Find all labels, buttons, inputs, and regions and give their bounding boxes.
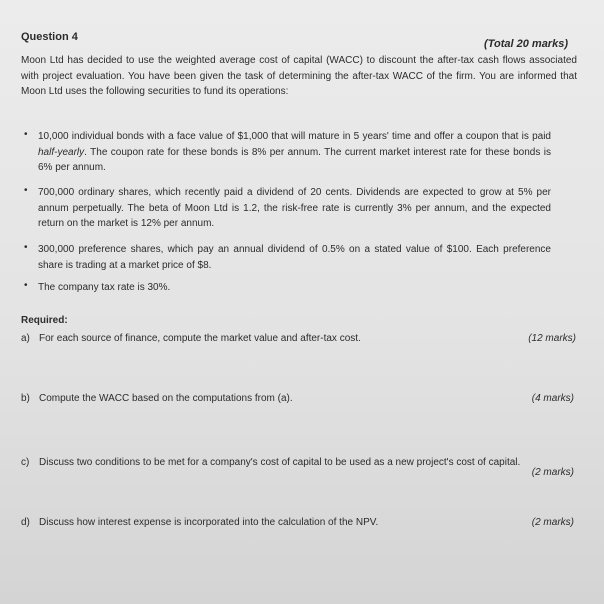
bullet-ordinary-shares: 700,000 ordinary shares, which recently paid a dividend of 20 cents. Dividends are expected to grow at 5% per annum perpetually. The beta of Moon Ltd is 1.2, the risk-free rate is currently 3% per annum, and the expected return on the market is 12% per annum. <box>38 187 551 229</box>
part-c-marks: (2 marks) <box>531 467 574 478</box>
bullet-bonds-text: 10,000 individual bonds with a face value of $1,000 that will mature in 5 years' time and offer a coupon that is paid <box>38 131 551 142</box>
part-c-label: c) <box>21 457 30 468</box>
bullet-tax-rate: The company tax rate is 30%. <box>38 282 171 293</box>
bullet-bonds <box>38 129 551 176</box>
bullet-bonds-text-end: . The coupon rate for these bonds is 8% per annum. The current market interest rate for these bonds is 6% per annum. <box>38 146 551 173</box>
part-d-label: d) <box>21 517 30 528</box>
intro-paragraph: Moon Ltd has decided to use the weighted average cost of capital (WACC) to discount the after-tax cash flows associated with project evaluation. You have been given the task of determining the after-tax WACC of the firm. You are informed that Moon Ltd uses the following securities to fund its operations: <box>21 55 577 97</box>
bullet-bonds-italic: half-yearly <box>38 146 85 158</box>
bullet-dot: • <box>24 185 28 196</box>
part-a-marks: (12 marks) <box>528 333 576 344</box>
required-heading: Required: <box>21 315 68 326</box>
part-c-text: Discuss two conditions to be met for a company's cost of capital to be used as a new project's cost of capital. <box>39 457 521 468</box>
question-title: Question 4 <box>21 31 78 43</box>
part-a-label: a) <box>21 333 30 344</box>
bullet-dot: • <box>24 129 28 140</box>
part-b-text: Compute the WACC based on the computations from (a). <box>39 393 293 404</box>
part-b-marks: (4 marks) <box>531 393 574 404</box>
part-d-text: Discuss how interest expense is incorporated into the calculation of the NPV. <box>39 517 379 528</box>
bullet-preference-shares: 300,000 preference shares, which pay an annual dividend of 0.5% on a stated value of $100. Each preference share is trading at a market price of $8. <box>38 244 551 271</box>
part-a-text: For each source of finance, compute the market value and after-tax cost. <box>39 333 361 344</box>
bullet-dot: • <box>24 280 28 291</box>
part-b-label: b) <box>21 393 30 404</box>
part-d-marks: (2 marks) <box>531 517 574 528</box>
bullet-dot: • <box>24 242 28 253</box>
total-marks: (Total 20 marks) <box>484 38 568 50</box>
